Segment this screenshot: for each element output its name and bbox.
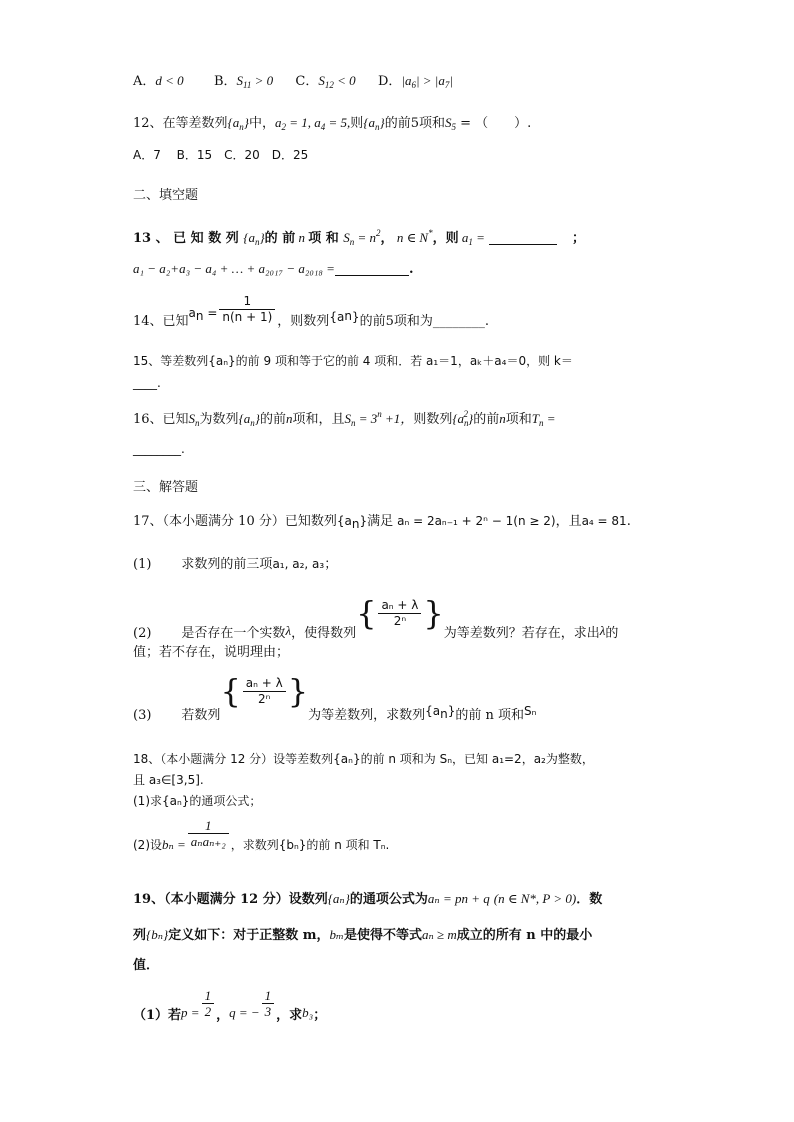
option-d-mid: | > |a [415,73,445,88]
question-17-part2-line2: 值；若不存在，说明理由； [133,645,290,660]
q19-line2-a: 列 [133,928,147,943]
q14-lead: 14、已知 [133,314,189,329]
q13-comma: ， [380,231,394,246]
q17-mid2: ，且 [555,514,582,529]
q13-sn-sup: 2 [376,228,381,238]
q17-p2-d: 的 [605,626,619,641]
q19-b3: b₃ [302,1005,314,1020]
q14-seq-end: } [351,310,360,324]
q14-num: 1 [219,294,275,310]
q17-end: . [626,514,631,529]
q13-end: ； [571,231,585,246]
option-c-expr: S [318,73,325,88]
q12-seq2: {a [363,115,375,130]
question-17-part3 [133,672,537,723]
q13-a1: a [458,230,469,245]
q12-seq2-end: } [379,115,385,130]
q12-cond-sub2: 4 [320,122,326,132]
q12-cond: a [274,115,282,130]
q12-cond-end: = 5, [325,115,351,130]
q17-p2-a: 是否存在一个实数 [181,626,286,641]
q18-fraction [188,818,229,849]
q13-line2-end: . [408,262,414,277]
option-c-sub: 12 [324,80,334,90]
q12-cond-mid: = 1, a [285,115,321,130]
q16-mid1: 为数列 [199,412,239,427]
q19-line2-c: 是使得不等式 [343,928,422,943]
q12-text-a: 12、在等差数列 [133,116,228,131]
q17-p3-frac-num: aₙ + λ [243,676,286,692]
q19-q-fraction [262,988,275,1019]
q12-text-c: 则 [350,116,364,131]
question-19-line3: 值． [133,958,160,973]
q13-then: ，则 [432,231,459,246]
q17-p1-expr: a₁, a₂, a₃ [272,557,325,571]
option-b-label: B． [213,74,237,89]
q19-ineq: aₙ ≥ m [421,927,457,942]
q16-seq: {a [238,411,251,426]
q12-cond-sub1: 2 [281,122,286,132]
option-b-rest: > 0 [251,73,274,88]
q16-sn-sub: n [195,418,200,428]
q13-mid1: 的 前 [264,231,296,246]
q13-seq: {a [243,230,255,245]
question-12-stem [133,114,531,136]
q17-p1-text: 求数列的前三项 [181,557,273,572]
q17-seq-sub: n [351,517,360,531]
q13-a1-sub: 1 [468,237,473,247]
q16-seq2-sup: 2 [463,409,469,419]
q19-q-den: 3 [264,1004,272,1019]
q18-p2-a: (2)设 [133,838,162,852]
question-19-part1: （1）若p = $\frac{1}{2}$ ，q = − $\frac{1}{3}$ ，求b₃； [133,988,327,1023]
section-answer-heading: 三、解答题 [133,480,199,495]
q19-mid: 的通项公式为 [349,892,428,907]
question-18-line2: 且 a₃∈[3,5]. [133,773,204,787]
q14-fraction [219,294,275,325]
question-14 [133,294,489,329]
q19-formula: aₙ = pn + q [427,891,490,906]
option-d-end: | [449,73,453,88]
question-16-line2: ________. [133,442,185,456]
question-17-stem [133,512,631,533]
question-19-line2 [133,926,592,945]
q16-seq2: {a [452,411,465,426]
q19-seq: {aₙ} [327,891,350,906]
question-13-stem [133,224,585,251]
q19-p1-b: ，求 [276,1008,303,1023]
q17-p2-label: (2) [133,626,152,641]
q19-p-eq: p = [181,1005,200,1020]
q14-lhs-sub: n [195,309,204,323]
option-c-label: C． [295,74,319,89]
q17-frac-num: aₙ + λ [378,598,421,614]
q19-cond: (n ∈ N*, P > 0) [493,891,577,906]
q13-line2-expr: a₁ − a₂+a₃ − a₄ + … + a₂₀₁₇ − a₂₀₁₈ = [133,261,335,276]
q13-mid2: 项 和 [308,231,339,246]
q14-mid: ，则数列 [277,314,330,329]
option-a-expr: d < 0 [155,73,184,88]
q17-p1-end: ； [324,557,338,572]
q14-tail: 的前5项和为________. [359,314,489,329]
question-18-part2 [133,818,390,852]
q17-brace-right: } [423,594,444,633]
q19-p-num: 1 [202,988,215,1004]
q17-p3-seq-sub: n [440,707,448,721]
option-b-expr: S [236,73,244,88]
q16-eq-sup: n [377,409,382,419]
option-b-sub: 11 [243,80,252,90]
q16-sn: S [188,411,196,426]
question-17-part1 [133,555,337,574]
q19-lead: 19、（本小题满分 12 分）设数列 [133,892,328,907]
q12-seq2-sub: n [375,122,380,132]
question-15-line1: 15、等差数列{aₙ}的前 9 项和等于它的前 4 项和．若 a₁＝1，aₖ＋a₄＝0，则 k＝ [133,354,573,368]
q17-p1-label: (1) [133,557,152,572]
question-13-line2 [133,260,413,279]
q16-mid5: 的前 [473,412,500,427]
q19-q-eq: q = − [229,1005,260,1020]
q18-den: aₙaₙ₊₂ [190,834,226,849]
q17-frac-den: 2ⁿ [393,614,407,628]
q17-p3-seq-end: } [447,704,456,718]
q16-seq-end: } [254,411,260,426]
q17-lambda-2: λ [599,623,606,638]
q13-blank-2[interactable] [335,261,409,276]
q14-den: n(n + 1) [222,310,273,324]
q17-p3-brace-left: { [220,672,241,711]
q12-text-b: 中， [248,116,275,131]
q13-domain: n ∈ N [393,230,429,245]
question-16 [133,405,556,432]
q16-sn2: S [344,411,351,426]
q13-seq-sub: n [254,237,260,247]
q17-recurrence: aₙ = 2aₙ₋₁ + 2ⁿ − 1(n ≥ 2) [397,514,556,528]
q17-p3-c: 的前 n 项和 [455,708,524,723]
question-17-part2 [133,594,619,641]
q17-p3-fraction [243,676,286,707]
q13-sn: S [343,230,350,245]
q16-seq2-sub: n [464,418,469,428]
q16-eq: = 3 [355,411,378,426]
question-15-line2: ____. [133,376,161,390]
q13-seq-end: } [259,230,265,245]
q14-eq: = [203,306,218,320]
q17-p3-b: 为等差数列，求数列 [308,708,426,723]
q18-p2-c: ，求数列{bₙ}的前 n 项和 Tₙ. [230,838,390,852]
q17-p2-c: 为等差数列？若存在，求出 [443,626,600,641]
q13-n: n [295,230,309,245]
q17-seq: {a [336,514,352,528]
q13-lead: 13 、 已 知 数 列 [133,231,239,246]
q18-num: 1 [188,818,229,834]
q14-seq: {a [329,310,345,324]
q16-tn-eq: = [543,411,556,426]
q17-p3-brace-right: } [287,672,309,711]
q19-p1-a: （1）若 [133,1008,182,1023]
option-d-label: D． [377,74,402,89]
q17-mid: 满足 [367,514,394,529]
q16-n2: n [499,411,506,426]
q13-sn-sub: n [349,237,355,247]
q19-end: ．数 [576,892,603,907]
option-d-sub1: 6 [411,80,416,90]
q16-tn-sub: n [539,418,544,428]
q12-text-e: = （ ）. [455,116,532,131]
question-19-line1 [133,890,602,909]
q13-blank-1[interactable] [489,230,557,245]
q19-q-num: 1 [262,988,275,1004]
option-a-label: A． [133,74,156,89]
q17-lead: 17、（本小题满分 10 分）已知数列 [133,514,337,529]
q16-mid4: 则数列 [413,412,453,427]
q16-eq-end: +1， [381,411,414,426]
option-d-sub2: 7 [444,80,450,90]
q12-seq-sub: n [239,122,244,132]
q12-seq: {a [227,115,240,130]
q17-p3-frac-den: 2ⁿ [258,692,271,706]
section-fill-blank-heading: 二、填空题 [133,188,199,203]
q17-brace-left: { [356,594,377,633]
q16-seq2-end: } [468,411,474,426]
q16-mid3: 项和，且 [292,412,345,427]
q12-text-d: 的前5项和 [384,116,445,131]
q12-s5: S [444,115,452,130]
q17-a4: a₄ = 81 [581,514,627,528]
q16-sn2-sub: n [351,418,356,428]
q17-seq-end: } [359,514,368,528]
q13-sn-eq: = n [354,230,377,245]
q17-lambda: λ [285,623,292,638]
question-18-part1: (1)求{aₙ}的通项公式； [133,794,262,808]
q19-bm: bₘ [329,927,344,942]
q12-s5-sub: 5 [451,122,456,132]
q19-bn: {bₙ} [146,927,169,942]
q12-seq-end: } [243,115,249,130]
q16-lead: 16、已知 [133,412,189,427]
q13-domain-sup: * [428,228,433,238]
option-c-rest: < 0 [333,73,356,88]
q19-p-den: 2 [204,1004,212,1019]
q17-p2-b: ，使得数列 [291,626,357,641]
option-d-expr: |a [401,73,412,88]
q19-p1-end: ； [313,1008,327,1023]
q17-p3-sn: Sₙ [523,704,537,718]
q14-seq-sub: n [344,309,352,323]
q16-mid6: 项和 [505,412,532,427]
question-12-options: A．7 B．15 C．20 D．25 [133,148,309,162]
q14-lhs: a [188,306,196,320]
q16-tn: T [531,411,539,426]
q19-line2-b: 定义如下：对于正整数 m， [168,928,330,943]
q13-a1-eq: = [472,230,485,245]
q18-p2-b: bₙ = [162,837,186,852]
q17-p3-seq: {a [425,704,441,718]
q11-options [133,72,453,94]
q16-mid2: 的前 [259,412,286,427]
q16-seq-sub: n [250,418,255,428]
question-18-line1: 18、（本小题满分 12 分）设等差数列{aₙ}的前 n 项和为 Sₙ，已知 a₁=2，a₂为整数， [133,752,594,766]
q17-p3-label: (3) [133,708,152,723]
q19-line2-d: 成立的所有 n 中的最小 [456,928,593,943]
q19-p-fraction [202,988,215,1019]
q17-fraction [378,598,421,629]
q17-p3-a: 若数列 [181,708,221,723]
q16-n: n [285,411,293,426]
